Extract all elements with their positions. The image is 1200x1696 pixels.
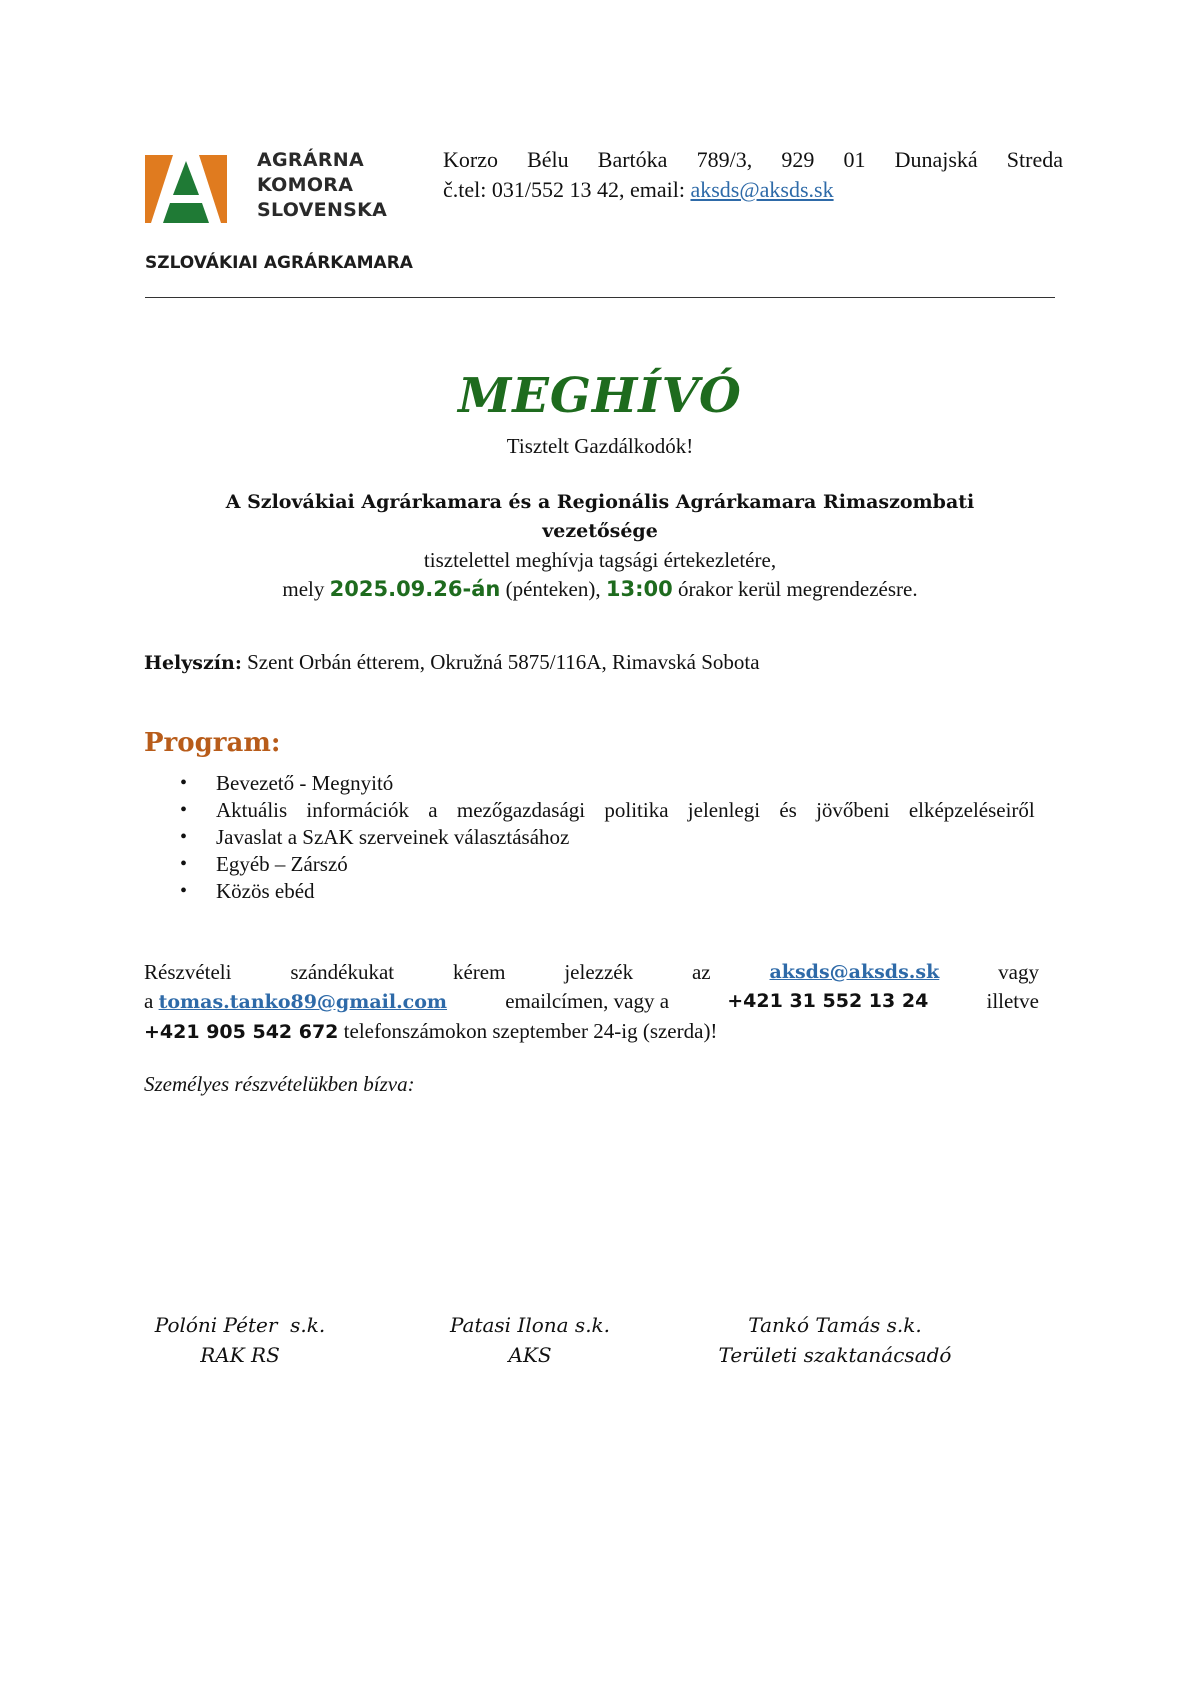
program-item: • Javaslat a SzAK szerveinek választásához <box>180 824 1060 851</box>
text: kérem <box>452 960 506 984</box>
text: (pénteken), <box>500 577 606 601</box>
signatory-name: Patasi Ilona s.k. <box>449 1313 611 1337</box>
signatory-role: AKS <box>508 1343 552 1367</box>
invitation-intro <box>150 488 1050 604</box>
intro-date-line <box>150 575 1050 604</box>
signatory-role: Területi szaktanácsadó <box>718 1343 952 1367</box>
signatory-name: Tankó Tamás s.k. <box>748 1313 922 1337</box>
signature-block <box>140 1310 340 1370</box>
agrarian-chamber-logo-mark <box>145 155 227 227</box>
signatory-name: Polóni Péter s.k. <box>154 1313 326 1337</box>
program-item: • Egyéb – Zárszó <box>180 851 1060 878</box>
text: órakor kerül megrendezésre. <box>672 577 918 601</box>
rsvp-gmail-link[interactable]: tomas.tanko89@gmail.com <box>158 991 448 1013</box>
greeting: Tisztelt Gazdálkodók! <box>506 434 694 458</box>
program-item: • Aktuális információk a mezőgazdasági politika jelenlegi és jövőbeni elképzeléseiről <box>180 797 1060 824</box>
logo-text-line2: KOMORA <box>257 174 354 196</box>
program-list <box>180 770 1060 905</box>
signature-block <box>690 1310 980 1370</box>
address-word: Bélu <box>527 147 569 172</box>
rsvp-line1 <box>144 958 1039 987</box>
header-divider <box>145 297 1055 298</box>
intro-invite-line: tisztelettel meghívja tagsági értekezletére, <box>423 548 777 572</box>
address-word: 929 <box>781 147 815 172</box>
phone-number-2: +421 905 542 672 <box>144 1021 339 1043</box>
text: a <box>144 989 154 1013</box>
header-address <box>443 145 1063 205</box>
phone-number-1: +421 31 552 13 24 <box>727 990 929 1012</box>
program-heading: Program: <box>144 728 281 758</box>
rsvp-email-link[interactable]: aksds@aksds.sk <box>769 961 940 983</box>
logo-text-line3: SLOVENSKA <box>257 199 388 221</box>
signatory-role: RAK RS <box>200 1343 280 1367</box>
address-word: Korzo <box>443 147 498 172</box>
event-location <box>144 650 760 675</box>
rsvp-line3 <box>144 1017 1039 1047</box>
address-word: Streda <box>1006 147 1063 172</box>
organization-logo <box>145 147 425 277</box>
text: az <box>691 960 711 984</box>
text: Részvételi <box>144 960 232 984</box>
intro-organizers-line2: vezetősége <box>542 520 658 542</box>
rsvp-paragraph <box>144 958 1039 1047</box>
address-word: Bartóka <box>597 147 668 172</box>
logo-text-line1: AGRÁRNA <box>257 149 364 171</box>
event-date: 2025.09.26-án <box>329 577 501 601</box>
document-title: MEGHÍVÓ <box>458 368 742 424</box>
location-value: Szent Orbán étterem, Okružná 5875/116A, Rimavská Sobota <box>241 650 760 674</box>
rsvp-line2 <box>144 987 1039 1017</box>
text: emailcímen, vagy a <box>505 989 670 1013</box>
signature-block <box>430 1310 630 1370</box>
phone-text: č.tel: 031/552 13 42, email: <box>443 177 691 202</box>
text: telefonszámokon szeptember 24-ig (szerda)! <box>338 1019 718 1043</box>
closing-line: Személyes részvételükben bízva: <box>144 1072 415 1096</box>
event-time: 13:00 <box>605 577 673 601</box>
text: illetve <box>986 989 1039 1013</box>
address-word: Dunajská <box>894 147 978 172</box>
text: vagy <box>998 960 1039 984</box>
text: jelezzék <box>564 960 634 984</box>
program-item: • Bevezető - Megnyitó <box>180 770 1060 797</box>
address-word: 01 <box>843 147 866 172</box>
contact-line <box>443 175 1063 205</box>
address-word: 789/3, <box>696 147 753 172</box>
intro-organizers-line1: A Szlovákiai Agrárkamara és a Regionális Agrárkamara Rimaszombati <box>225 491 975 513</box>
location-label: Helyszín: <box>144 652 242 674</box>
address-line <box>443 145 1063 175</box>
program-item: • Közös ebéd <box>180 878 1060 905</box>
text: szándékukat <box>290 960 395 984</box>
logo-subtitle: SZLOVÁKIAI AGRÁRKAMARA <box>145 253 413 273</box>
text: mely <box>282 577 330 601</box>
header-email-link[interactable]: aksds@aksds.sk <box>690 177 834 202</box>
